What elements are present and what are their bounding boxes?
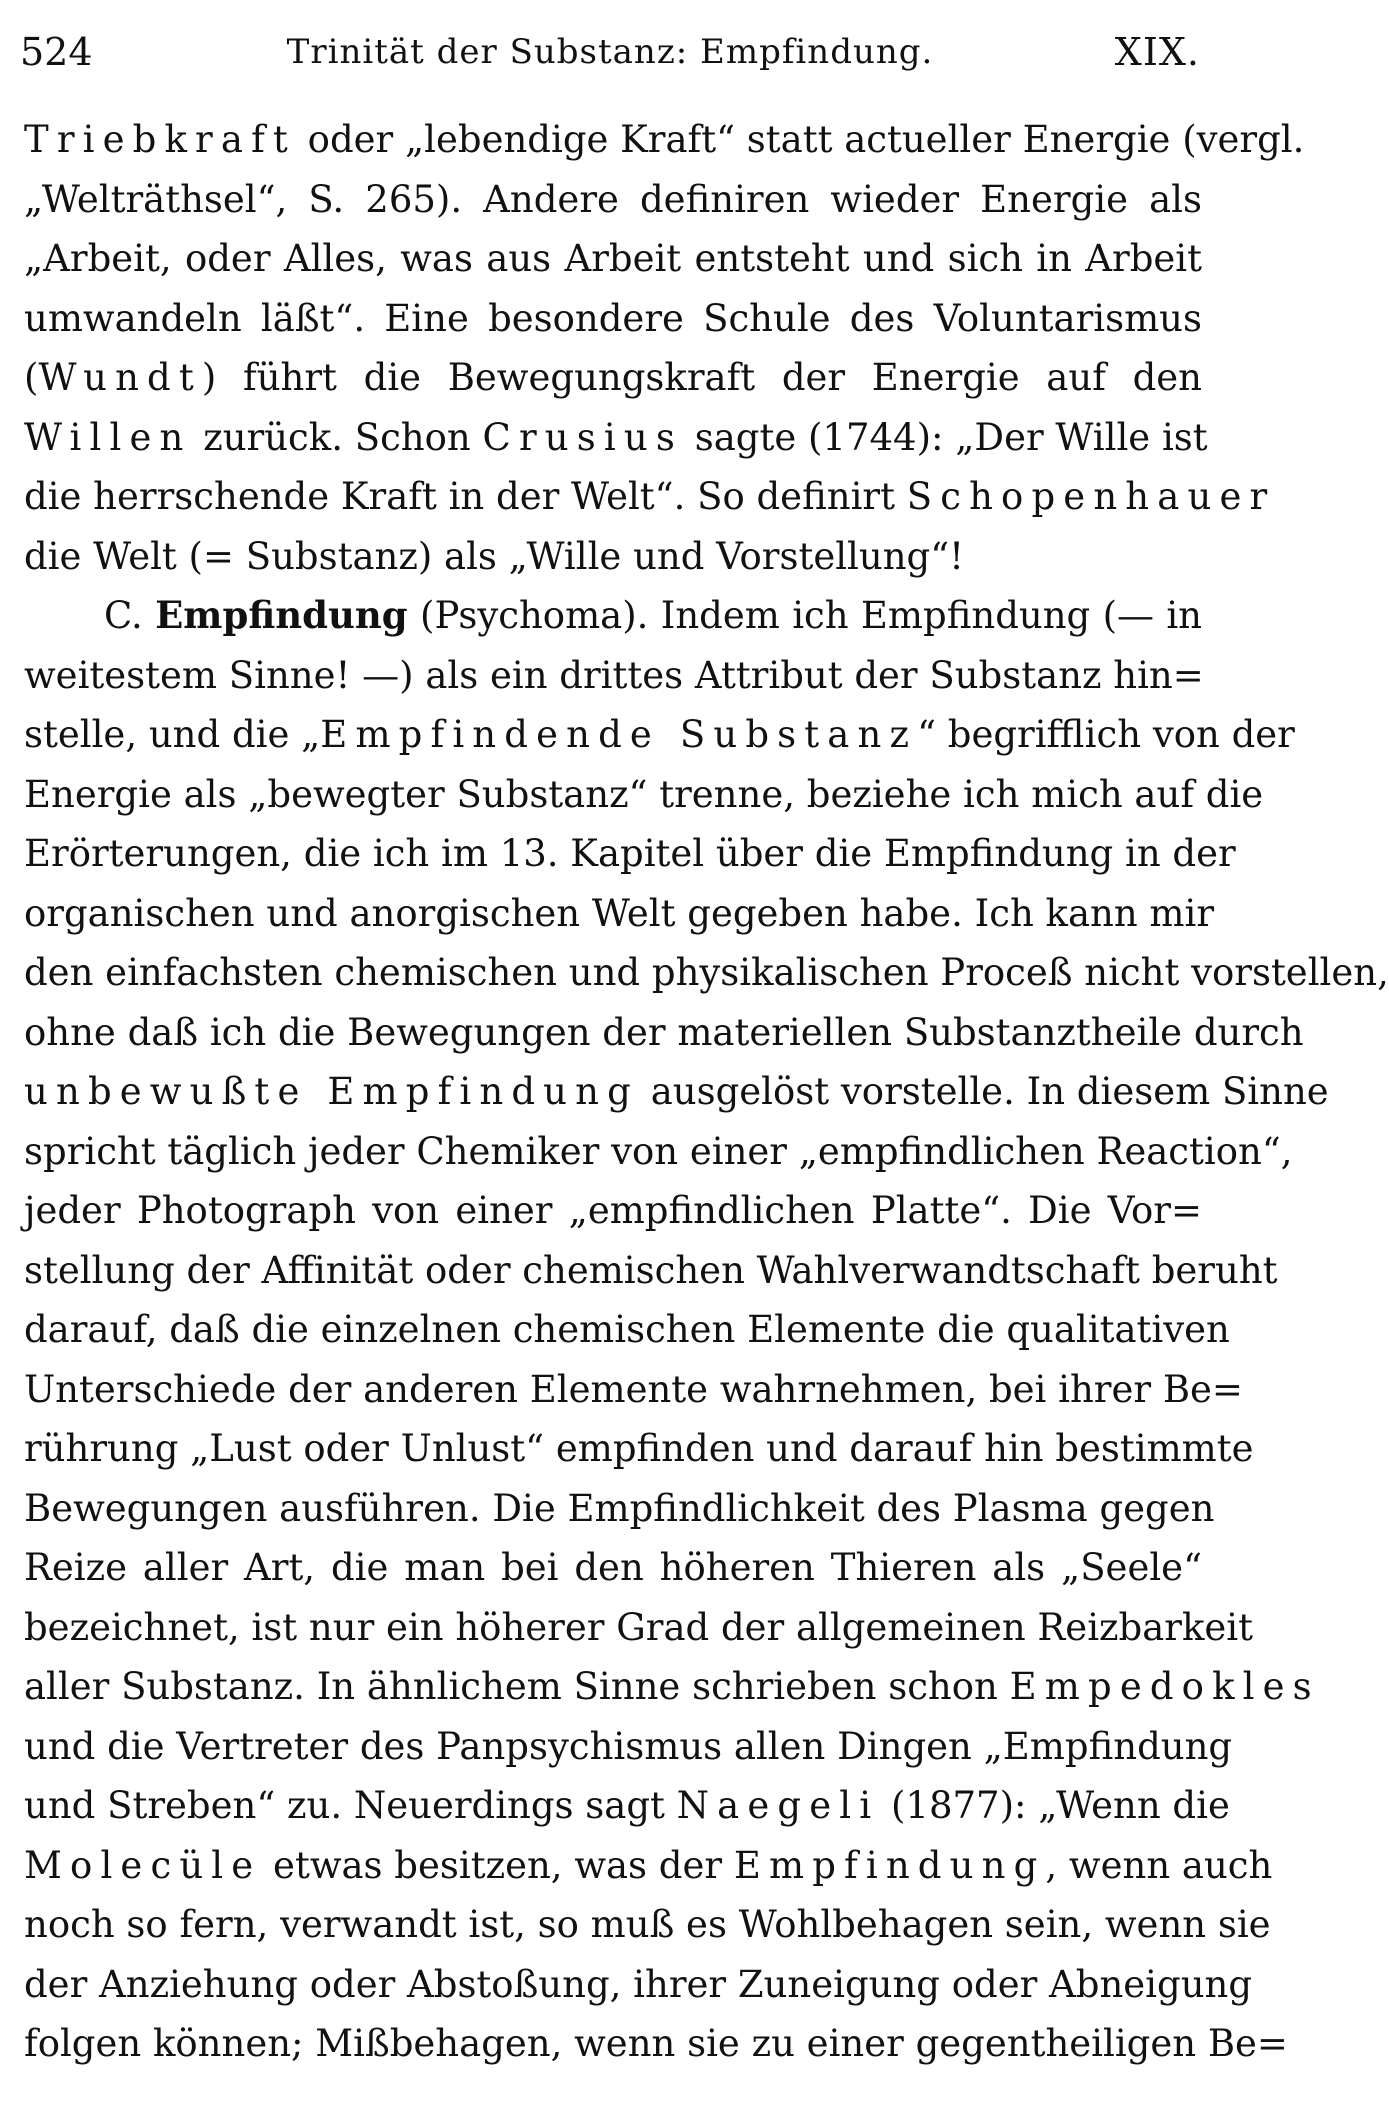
text-run: noch so fern, verwandt ist, so muß es Wohlbehagen sein, wenn sie: [24, 1903, 1271, 1946]
text-run: sagte (1744): „Der Wille ist: [682, 415, 1208, 459]
chapter-number: XIX.: [1114, 30, 1200, 74]
spaced-emphasis-text: Naegeli: [676, 1784, 880, 1827]
text-line: [24, 110, 1305, 170]
text-run: weitestem Sinne! —) als ein drittes Attribut der Substanz hin=: [24, 653, 1204, 697]
text-run: , wenn auch: [1045, 1843, 1273, 1887]
text-line: [24, 1538, 1202, 1598]
text-run: rührung „Lust oder Unlust“ empfinden und darauf hin bestimmte: [24, 1427, 1254, 1470]
text-run: Bewegungen ausführen. Die Empfindlichkeit des Plasma gegen: [24, 1486, 1215, 1530]
spaced-emphasis-text: Molecüle: [24, 1843, 262, 1887]
text-run: C.: [104, 594, 156, 637]
text-line: [24, 229, 1202, 289]
text-line: [24, 705, 1295, 765]
text-line: [24, 1479, 1215, 1539]
text-run: Energie als „bewegter Substanz“ trenne, beziehe ich mich auf die: [24, 772, 1264, 816]
text-run: und Streben“ zu. Neuerdings sagt: [24, 1784, 677, 1827]
text-line: [24, 1598, 1253, 1658]
text-run: die herrschende Kraft in der Welt“. So definirt: [24, 475, 907, 518]
text-line: [24, 646, 1202, 706]
text-run: ausgelöst vorstelle. In diesem Sinne: [638, 1070, 1329, 1113]
spaced-emphasis-text: Triebkraft: [24, 118, 296, 161]
text-line: [24, 1836, 1273, 1896]
text-line: [24, 1657, 1320, 1717]
text-run: folgen können; Mißbehagen, wenn sie zu einer gegentheiligen Be=: [24, 2022, 1288, 2065]
text-line: [24, 765, 1264, 825]
running-title: Trinität der Substanz: Empfindung.: [286, 32, 934, 72]
spaced-emphasis-text: unbewußte Empfindung: [24, 1070, 639, 1113]
text-run: organischen und anorgischen Welt gegeben habe. Ich kann mir: [24, 891, 1215, 935]
text-line: [24, 1895, 1271, 1955]
text-line: [24, 408, 1208, 468]
text-line: [24, 1300, 1230, 1360]
text-line: [24, 884, 1215, 944]
text-run: aller Substanz. In ähnlichem Sinne schrieben schon: [24, 1665, 1010, 1708]
text-run: Reize aller Art, die man bei den höheren Thieren als „Seele“: [24, 1546, 1202, 1589]
text-run: darauf, daß die einzelnen chemischen Elemente die qualitativen: [24, 1308, 1230, 1351]
text-run: stellung der Affinität oder chemischen Wahlverwandtschaft beruht: [24, 1248, 1278, 1292]
text-run: Erörterungen, die ich im 13. Kapitel über die Empfindung in der: [24, 832, 1236, 875]
spaced-emphasis-text: Crusius: [482, 415, 683, 459]
text-run: (: [24, 356, 39, 399]
text-line: [24, 824, 1236, 884]
spaced-emphasis-text: Schopenhauer: [906, 475, 1276, 518]
text-run: „Arbeit, oder Alles, was aus Arbeit entsteht und sich in Arbeit: [24, 237, 1202, 280]
text-run: (1877): „Wenn die: [879, 1784, 1230, 1827]
text-line: [24, 1776, 1230, 1836]
text-line: [24, 1003, 1304, 1063]
text-run: „Welträthsel“, S. 265). Andere definiren wieder Energie als: [24, 177, 1202, 221]
text-line: [24, 943, 1389, 1003]
text-line: [24, 170, 1202, 230]
text-line: [24, 467, 1276, 527]
page-number: 524: [20, 30, 93, 74]
text-run: den einfachsten chemischen und physikalischen Proceß nicht vorstellen,: [24, 951, 1389, 994]
text-run: umwandeln läßt“. Eine besondere Schule des Voluntarismus: [24, 296, 1202, 340]
text-run: “ begrifflich von der: [917, 713, 1295, 756]
text-run: jeder Photograph von einer „empfindlichen Platte“. Die Vor=: [24, 1189, 1202, 1232]
text-line: [24, 1419, 1254, 1479]
running-header: [20, 22, 1200, 82]
spaced-emphasis-text: Empfindung: [733, 1843, 1046, 1887]
text-line: [24, 348, 1202, 408]
text-line: [24, 527, 1202, 587]
text-run: stelle, und die „: [24, 713, 321, 756]
spaced-emphasis-text: Wundt: [38, 356, 202, 399]
text-run: ohne daß ich die Bewegungen der materiellen Substanztheile durch: [24, 1010, 1304, 1054]
text-run: der Anziehung oder Abstoßung, ihrer Zuneigung oder Abneigung: [24, 1962, 1253, 2006]
text-line: [24, 1717, 1233, 1777]
text-run: etwas besitzen, was der: [261, 1843, 734, 1887]
text-run: spricht täglich jeder Chemiker von einer „empfindlichen Reaction“,: [24, 1129, 1293, 1173]
text-line: [24, 1360, 1243, 1420]
text-run: oder „lebendige Kraft“ statt actueller Energie (vergl.: [295, 118, 1305, 161]
text-line: [24, 586, 1202, 646]
text-run: zurück. Schon: [191, 415, 483, 459]
spaced-emphasis-text: Empedokles: [1009, 1665, 1320, 1708]
text-run: und die Vertreter des Panpsychismus allen Dingen „Empfindung: [24, 1724, 1233, 1768]
text-run: Unterschiede der anderen Elemente wahrnehmen, bei ihrer Be=: [24, 1367, 1243, 1411]
text-line: [24, 1955, 1253, 2015]
spaced-emphasis-text: Willen: [24, 415, 192, 459]
text-run: (Psychoma). Indem ich Empfindung (— in: [407, 594, 1203, 637]
text-line: [24, 2014, 1288, 2074]
text-line: [24, 1181, 1202, 1241]
text-run: ) führt die Bewegungskraft der Energie auf den: [201, 356, 1202, 399]
bold-heading-text: Empfindung: [155, 593, 408, 637]
text-run: die Welt (= Substanz) als „Wille und Vorstellung“!: [24, 534, 965, 578]
text-line: [24, 1122, 1293, 1182]
body-text: [24, 110, 1389, 2074]
text-line: [24, 1062, 1329, 1122]
spaced-emphasis-text: Empfindende Substanz: [320, 713, 918, 756]
text-run: bezeichnet, ist nur ein höherer Grad der allgemeinen Reizbarkeit: [24, 1605, 1253, 1649]
text-line: [24, 289, 1202, 349]
text-line: [24, 1241, 1278, 1301]
